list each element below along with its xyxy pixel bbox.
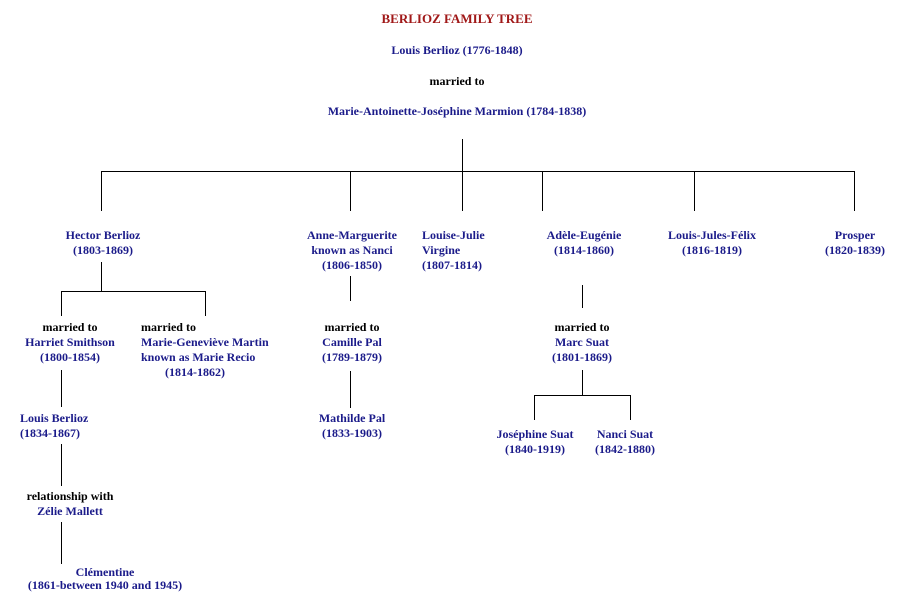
- person-dates: (1834-1867): [20, 426, 80, 440]
- child-dates: (1816-1819): [682, 243, 742, 257]
- person-name: Nanci Suat: [596, 427, 654, 441]
- hector-son-line: [61, 370, 62, 407]
- person-dates: (1840-1919): [505, 442, 565, 456]
- nanci-marriage: [290, 320, 414, 365]
- child-name: Louis-Jules-Félix: [667, 228, 756, 242]
- hector-granddaughter-line: [61, 522, 62, 564]
- child-name: Louise-Julie: [422, 228, 485, 242]
- child-prosper: [800, 228, 900, 258]
- page-title: BERLIOZ FAMILY TREE: [381, 11, 533, 26]
- spouse-alias: known as Marie Recio: [141, 350, 256, 364]
- hector-marriage-1: [8, 320, 132, 365]
- child-anne-marguerite: [290, 228, 414, 273]
- child-name: Anne-Marguerite: [307, 228, 397, 242]
- spouse-name: Harriet Smithson: [25, 335, 115, 349]
- hector-son-relationship-line: [61, 444, 62, 486]
- spouse-name: Marie-Geneviève Martin: [141, 335, 269, 349]
- relation-label: married to: [42, 320, 98, 334]
- child-name-2: Virgine: [422, 243, 461, 257]
- adele-children-bar-line: [534, 395, 631, 396]
- spouse-name: Camille Pal: [322, 335, 382, 349]
- root-relation: married to: [429, 74, 485, 88]
- child-drop-line-3: [462, 171, 463, 211]
- child-dates: (1820-1839): [825, 243, 885, 257]
- hector-son-relationship: [8, 489, 132, 519]
- child-alias: known as Nanci: [311, 243, 393, 257]
- child-dates: (1806-1850): [322, 258, 382, 272]
- hector-son: [20, 411, 140, 441]
- adele-child1-drop-line: [534, 395, 535, 420]
- relation-label: relationship with: [26, 489, 114, 503]
- adele-child-nanci: [575, 427, 675, 457]
- adele-children-stem-line: [582, 370, 583, 396]
- adele-child2-drop-line: [630, 395, 631, 420]
- adele-marriage: [520, 320, 644, 365]
- spouse-dates: (1814-1862): [165, 365, 225, 379]
- nanci-stem-line: [350, 276, 351, 301]
- child-drop-line-1: [101, 171, 102, 211]
- hector-marriage2-drop-line: [205, 291, 206, 316]
- nanci-child: [290, 411, 414, 441]
- root-father: Louis Berlioz (1776-1848): [391, 43, 523, 57]
- person-name: Joséphine Suat: [496, 427, 574, 441]
- person-name: Mathilde Pal: [318, 411, 386, 425]
- child-adele-eugenie: [522, 228, 646, 258]
- child-hector: [41, 228, 165, 258]
- person-name: Louis Berlioz: [20, 411, 89, 425]
- hector-marriages-bar-line: [61, 291, 206, 292]
- person-name: Clémentine: [75, 565, 135, 579]
- child-drop-line-5: [694, 171, 695, 211]
- hector-granddaughter: [0, 566, 210, 592]
- relation-label: married to: [554, 320, 610, 334]
- child-name: Prosper: [834, 228, 876, 242]
- child-dates: (1814-1860): [554, 243, 614, 257]
- children-bar-line: [101, 171, 855, 172]
- person-dates: (1842-1880): [595, 442, 655, 456]
- child-louis-jules-felix: [650, 228, 774, 258]
- root-stem-line: [462, 139, 463, 172]
- person-dates: (1861-between 1940 and 1945): [27, 578, 183, 592]
- hector-marriage1-drop-line: [61, 291, 62, 316]
- nanci-child-line: [350, 371, 351, 408]
- child-dates: (1807-1814): [422, 258, 482, 272]
- child-louise-julie: [422, 228, 502, 273]
- child-drop-line-2: [350, 171, 351, 211]
- spouse-dates: (1789-1879): [322, 350, 382, 364]
- hector-stem-line: [101, 262, 102, 292]
- person-dates: (1833-1903): [322, 426, 382, 440]
- adele-stem-line: [582, 285, 583, 308]
- relation-label: married to: [324, 320, 380, 334]
- child-drop-line-6: [854, 171, 855, 211]
- relation-label: married to: [141, 320, 196, 334]
- child-dates: (1803-1869): [73, 243, 133, 257]
- partner-name: Zélie Mallett: [37, 504, 103, 518]
- root-mother: Marie-Antoinette-Joséphine Marmion (1784-1838): [327, 104, 587, 118]
- child-name: Hector Berlioz: [65, 228, 141, 242]
- spouse-dates: (1801-1869): [552, 350, 612, 364]
- spouse-name: Marc Suat: [554, 335, 610, 349]
- child-drop-line-4: [542, 171, 543, 211]
- spouse-dates: (1800-1854): [40, 350, 100, 364]
- child-name: Adèle-Eugénie: [546, 228, 622, 242]
